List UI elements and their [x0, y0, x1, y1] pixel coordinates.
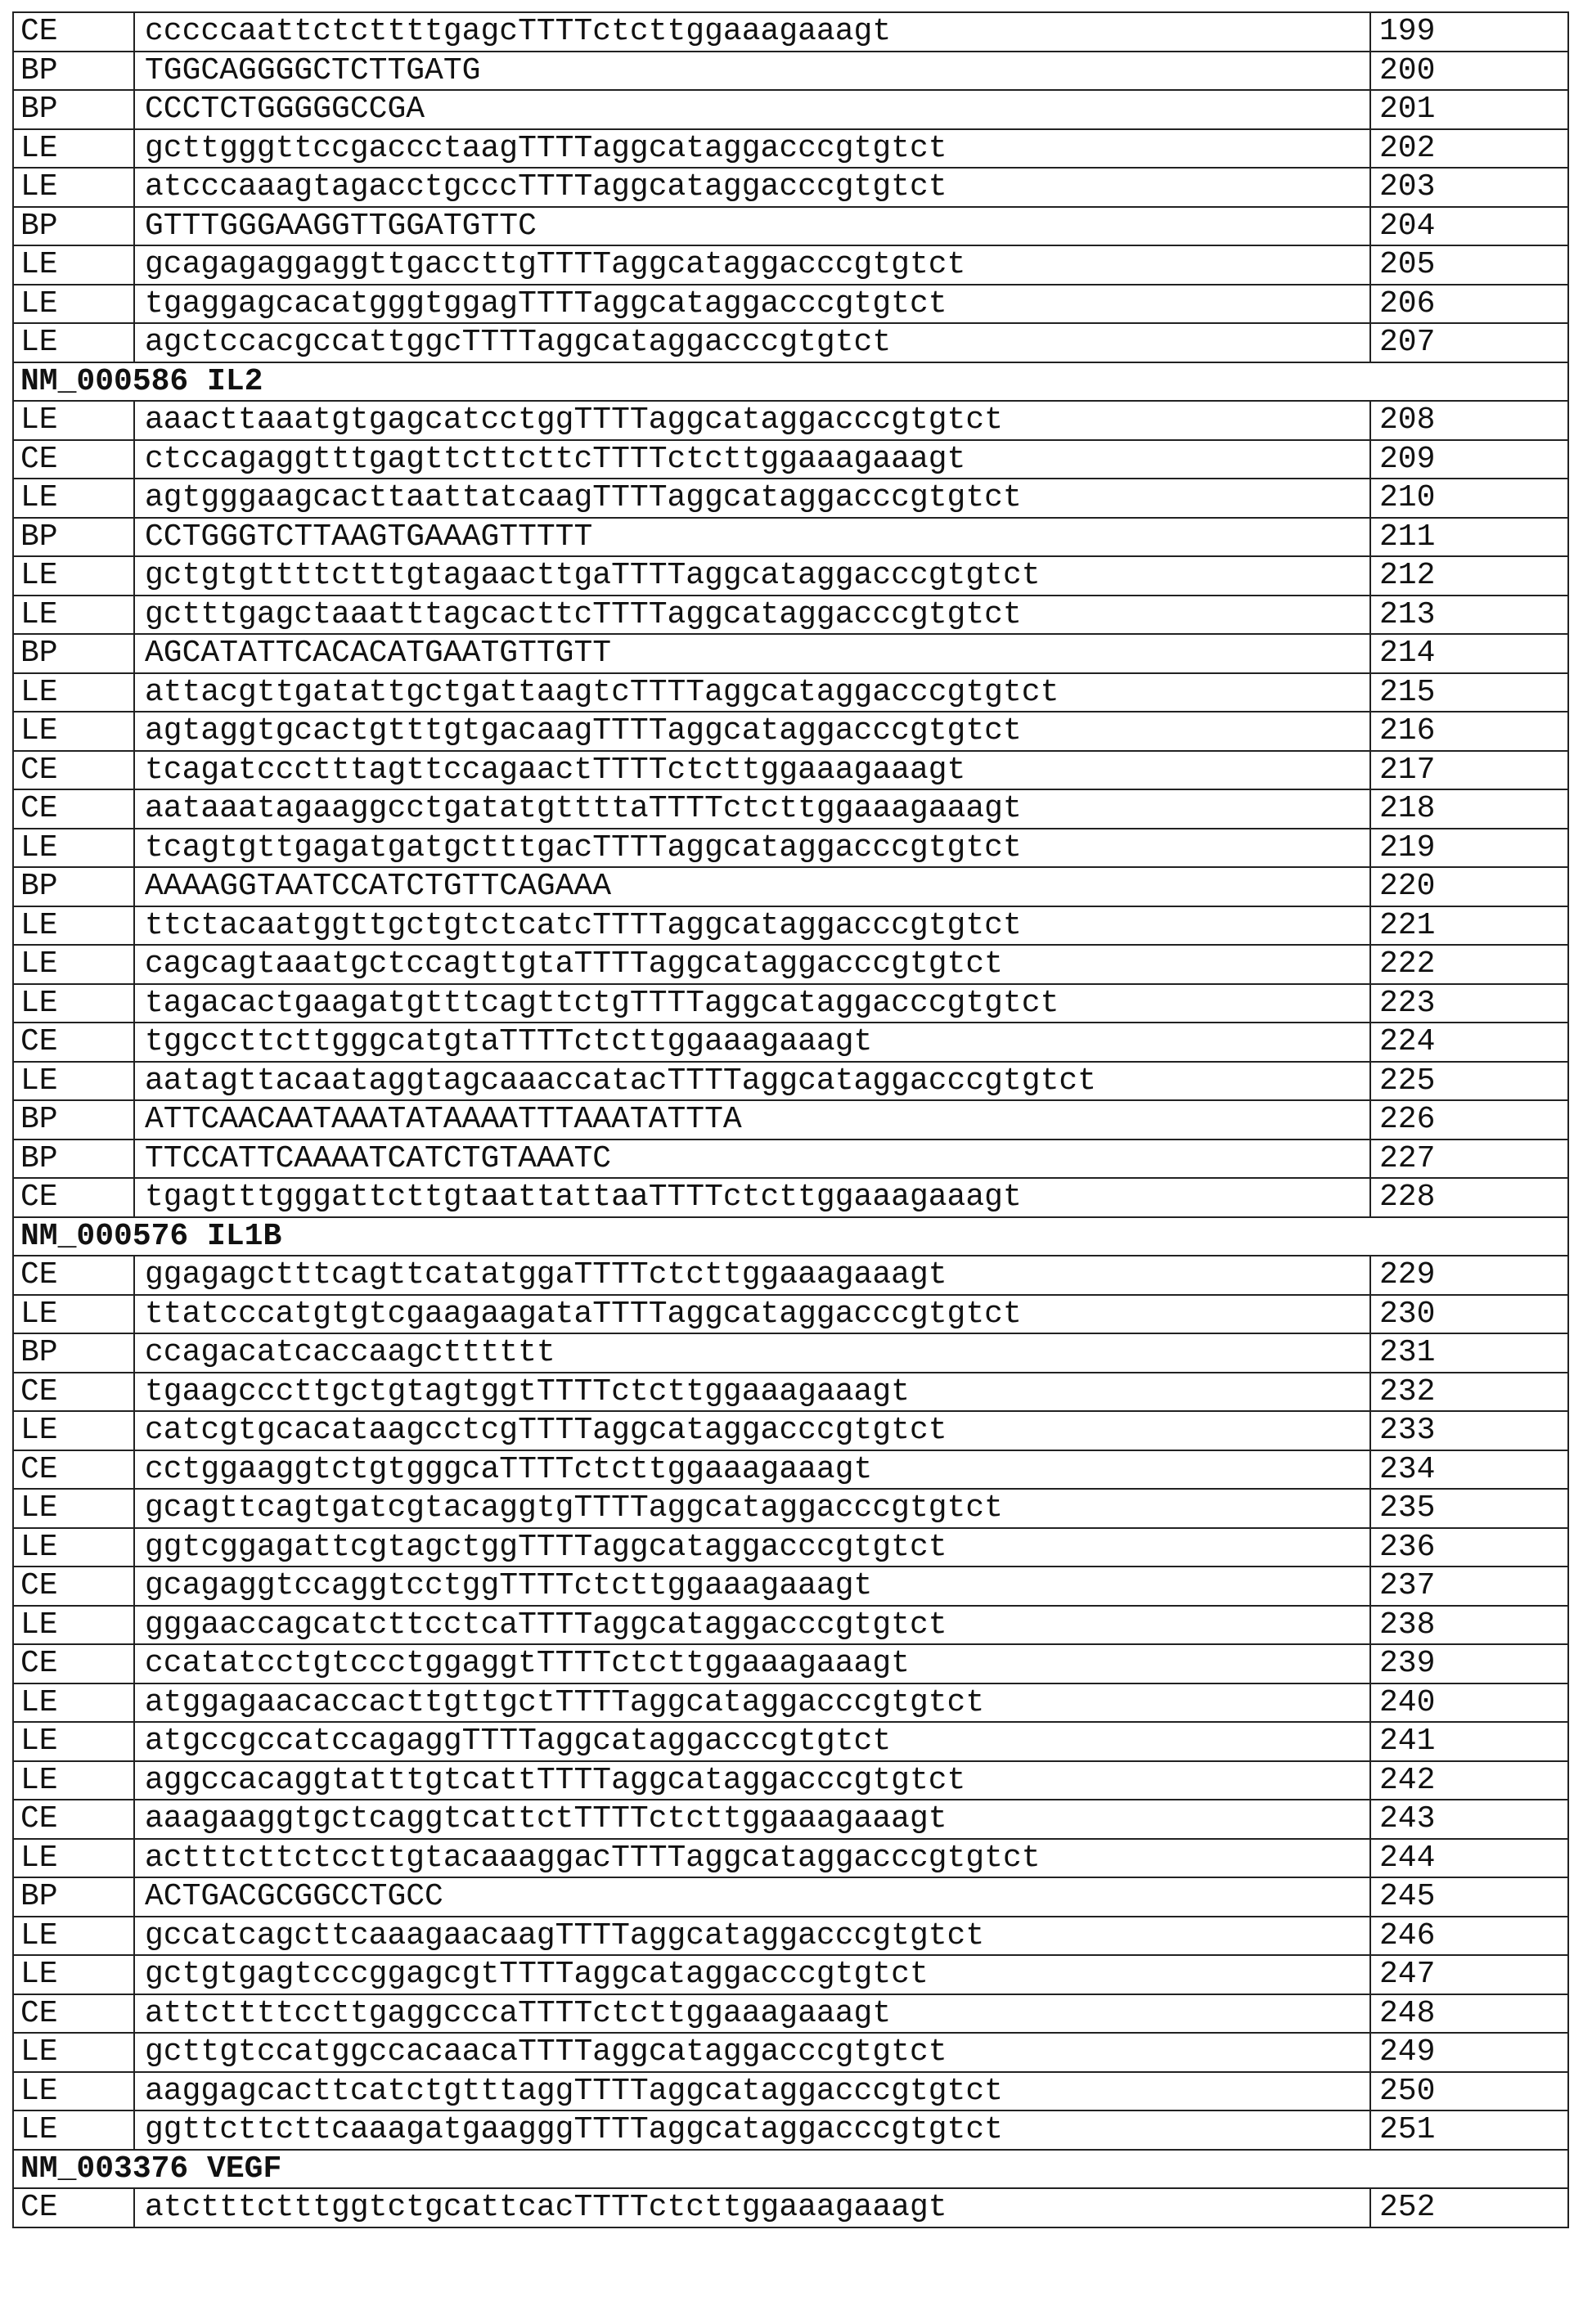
probe-type-cell: CE — [13, 751, 134, 790]
sequence-cell: gccatcagcttcaaagaacaagTTTTaggcataggacccgtgtct — [134, 1917, 1370, 1956]
sequence-cell: catcgtgcacataagcctcgTTTTaggcataggacccgtgtct — [134, 1411, 1370, 1450]
probe-type-cell: CE — [13, 1178, 134, 1217]
sequence-cell: TTCCATTCAAAATCATCTGTAAATC — [134, 1140, 1370, 1179]
gene-section-header — [13, 1217, 1568, 1256]
table-row — [13, 867, 1568, 906]
sequence-cell: gcagttcagtgatcgtacaggtgTTTTaggcataggacccgtgtct — [134, 1489, 1370, 1528]
sequence-cell: aaacttaaatgtgagcatcctggTTTTaggcataggacccgtgtct — [134, 401, 1370, 440]
table-row — [13, 634, 1568, 673]
probe-type-cell: LE — [13, 712, 134, 751]
probe-type-cell: CE — [13, 789, 134, 829]
probe-type-cell: LE — [13, 1917, 134, 1956]
sequence-cell: CCCTCTGGGGGCCGA — [134, 90, 1370, 129]
sequence-cell: ggagagctttcagttcatatggaTTTTctcttggaaagaaagt — [134, 1256, 1370, 1295]
probe-type-cell: LE — [13, 2033, 134, 2072]
table-row — [13, 1450, 1568, 1490]
seq-id-cell: 219 — [1370, 829, 1568, 868]
probe-type-cell: LE — [13, 1411, 134, 1450]
probe-type-cell: BP — [13, 1333, 134, 1373]
sequence-cell: ttctacaatggttgctgtctcatcTTTTaggcataggacccgtgtct — [134, 906, 1370, 946]
probe-type-cell: LE — [13, 323, 134, 362]
table-row — [13, 1644, 1568, 1683]
table-row — [13, 1761, 1568, 1800]
probe-type-cell: LE — [13, 1489, 134, 1528]
table-row — [13, 1062, 1568, 1101]
seq-id-cell: 230 — [1370, 1295, 1568, 1334]
seq-id-cell: 244 — [1370, 1839, 1568, 1878]
probe-type-cell: BP — [13, 207, 134, 246]
seq-id-cell: 246 — [1370, 1917, 1568, 1956]
probe-type-cell: BP — [13, 518, 134, 557]
probe-type-cell: LE — [13, 129, 134, 169]
sequence-cell: tcagtgttgagatgatgctttgacTTTTaggcataggacccgtgtct — [134, 829, 1370, 868]
probe-sequence-table — [12, 11, 1569, 2228]
sequence-cell: agtgggaagcacttaattatcaagTTTTaggcataggacccgtgtct — [134, 479, 1370, 518]
seq-id-cell: 210 — [1370, 479, 1568, 518]
seq-id-cell: 207 — [1370, 323, 1568, 362]
table-row — [13, 984, 1568, 1023]
sequence-cell: tagacactgaagatgtttcagttctgTTTTaggcataggacccgtgtct — [134, 984, 1370, 1023]
seq-id-cell: 250 — [1370, 2072, 1568, 2111]
table-row — [13, 1373, 1568, 1412]
probe-type-cell: CE — [13, 1023, 134, 1062]
seq-id-cell: 215 — [1370, 673, 1568, 712]
sequence-cell: TGGCAGGGGCTCTTGATG — [134, 52, 1370, 91]
seq-id-cell: 205 — [1370, 245, 1568, 285]
table-row — [13, 518, 1568, 557]
seq-id-cell: 199 — [1370, 12, 1568, 52]
probe-type-cell: CE — [13, 1567, 134, 1606]
sequence-cell: tgaggagcacatgggtggagTTTTaggcataggacccgtgtct — [134, 285, 1370, 324]
seq-id-cell: 212 — [1370, 556, 1568, 596]
sequence-cell: agctccacgccattggcTTTTaggcataggacccgtgtct — [134, 323, 1370, 362]
table-row — [13, 673, 1568, 712]
gene-section-header — [13, 362, 1568, 402]
table-row — [13, 479, 1568, 518]
probe-type-cell: LE — [13, 1683, 134, 1723]
seq-id-cell: 202 — [1370, 129, 1568, 169]
seq-id-cell: 252 — [1370, 2188, 1568, 2227]
table-row — [13, 129, 1568, 169]
probe-type-cell: LE — [13, 673, 134, 712]
seq-id-cell: 245 — [1370, 1877, 1568, 1917]
table-row — [13, 245, 1568, 285]
seq-id-cell: 232 — [1370, 1373, 1568, 1412]
seq-id-cell: 248 — [1370, 1994, 1568, 2034]
table-row — [13, 2188, 1568, 2227]
probe-type-cell: CE — [13, 1373, 134, 1412]
probe-type-cell: LE — [13, 1295, 134, 1334]
probe-type-cell: BP — [13, 1877, 134, 1917]
table-row — [13, 401, 1568, 440]
seq-id-cell: 247 — [1370, 1955, 1568, 1994]
table-row — [13, 829, 1568, 868]
table-row — [13, 12, 1568, 52]
sequence-cell: atgccgccatccagaggTTTTaggcataggacccgtgtct — [134, 1722, 1370, 1761]
probe-type-cell: CE — [13, 1994, 134, 2034]
table-row — [13, 1839, 1568, 1878]
probe-type-cell: LE — [13, 1606, 134, 1645]
sequence-cell: AGCATATTCACACATGAATGTTGTT — [134, 634, 1370, 673]
probe-type-cell: CE — [13, 1800, 134, 1839]
sequence-cell: gcagagaggaggttgaccttgTTTTaggcataggacccgtgtct — [134, 245, 1370, 285]
probe-type-cell: LE — [13, 245, 134, 285]
seq-id-cell: 220 — [1370, 867, 1568, 906]
seq-id-cell: 229 — [1370, 1256, 1568, 1295]
probe-type-cell: LE — [13, 1761, 134, 1800]
seq-id-cell: 222 — [1370, 945, 1568, 984]
sequence-cell: atctttctttggtctgcattcacTTTTctcttggaaagaaagt — [134, 2188, 1370, 2227]
table-row — [13, 323, 1568, 362]
probe-type-cell: LE — [13, 945, 134, 984]
probe-type-cell: LE — [13, 2110, 134, 2150]
seq-id-cell: 226 — [1370, 1100, 1568, 1140]
sequence-cell: atggagaacaccacttgttgctTTTTaggcataggacccgtgtct — [134, 1683, 1370, 1723]
probe-type-cell: LE — [13, 1839, 134, 1878]
table-row — [13, 285, 1568, 324]
sequence-cell: tggccttcttgggcatgtaTTTTctcttggaaagaaagt — [134, 1023, 1370, 1062]
seq-id-cell: 238 — [1370, 1606, 1568, 1645]
sequence-cell: GTTTGGGAAGGTTGGATGTTC — [134, 207, 1370, 246]
gene-accession-label: NM_003376 VEGF — [13, 2150, 1568, 2189]
probe-type-cell: CE — [13, 12, 134, 52]
seq-id-cell: 225 — [1370, 1062, 1568, 1101]
seq-id-cell: 249 — [1370, 2033, 1568, 2072]
table-row — [13, 1567, 1568, 1606]
sequence-cell: AAAAGGTAATCCATCTGTTCAGAAA — [134, 867, 1370, 906]
seq-id-cell: 233 — [1370, 1411, 1568, 1450]
seq-id-cell: 239 — [1370, 1644, 1568, 1683]
seq-id-cell: 211 — [1370, 518, 1568, 557]
seq-id-cell: 251 — [1370, 2110, 1568, 2150]
table-body — [13, 12, 1568, 2227]
probe-type-cell: BP — [13, 1140, 134, 1179]
seq-id-cell: 235 — [1370, 1489, 1568, 1528]
sequence-cell: attcttttccttgaggcccaTTTTctcttggaaagaaagt — [134, 1994, 1370, 2034]
table-row — [13, 1683, 1568, 1723]
seq-id-cell: 217 — [1370, 751, 1568, 790]
sequence-cell: attacgttgatattgctgattaagtcTTTTaggcataggacccgtgtct — [134, 673, 1370, 712]
sequence-cell: CCTGGGTCTTAAGTGAAAGTTTTT — [134, 518, 1370, 557]
sequence-cell: aaggagcacttcatctgtttaggTTTTaggcataggacccgtgtct — [134, 2072, 1370, 2111]
table-row — [13, 712, 1568, 751]
sequence-cell: aaagaaggtgctcaggtcattctTTTTctcttggaaagaaagt — [134, 1800, 1370, 1839]
seq-id-cell: 224 — [1370, 1023, 1568, 1062]
table-row — [13, 1411, 1568, 1450]
table-row — [13, 1256, 1568, 1295]
probe-type-cell: BP — [13, 52, 134, 91]
seq-id-cell: 227 — [1370, 1140, 1568, 1179]
seq-id-cell: 201 — [1370, 90, 1568, 129]
seq-id-cell: 243 — [1370, 1800, 1568, 1839]
probe-type-cell: LE — [13, 1722, 134, 1761]
seq-id-cell: 203 — [1370, 168, 1568, 207]
table-row — [13, 1994, 1568, 2034]
sequence-cell: agtaggtgcactgtttgtgacaagTTTTaggcataggacccgtgtct — [134, 712, 1370, 751]
sequence-cell: gcttgggttccgaccctaagTTTTaggcataggacccgtgtct — [134, 129, 1370, 169]
table-row — [13, 945, 1568, 984]
sequence-cell: gctgtgagtcccggagcgtTTTTaggcataggacccgtgtct — [134, 1955, 1370, 1994]
seq-id-cell: 216 — [1370, 712, 1568, 751]
sequence-cell: cccccaattctcttttgagcTTTTctcttggaaagaaagt — [134, 12, 1370, 52]
sequence-cell: gggaaccagcatcttcctcaTTTTaggcataggacccgtgtct — [134, 1606, 1370, 1645]
seq-id-cell: 214 — [1370, 634, 1568, 673]
seq-id-cell: 213 — [1370, 596, 1568, 635]
probe-type-cell: BP — [13, 867, 134, 906]
probe-type-cell: LE — [13, 479, 134, 518]
sequence-cell: aataaatagaaggcctgatatgttttaTTTTctcttggaaagaaagt — [134, 789, 1370, 829]
probe-type-cell: LE — [13, 556, 134, 596]
table-row — [13, 440, 1568, 479]
sequence-cell: gcagaggtccaggtcctggTTTTctcttggaaagaaagt — [134, 1567, 1370, 1606]
table-row — [13, 1178, 1568, 1217]
probe-type-cell: LE — [13, 906, 134, 946]
probe-type-cell: BP — [13, 90, 134, 129]
gene-accession-label: NM_000586 IL2 — [13, 362, 1568, 402]
table-row — [13, 2072, 1568, 2111]
sequence-cell: tcagatccctttagttccagaactTTTTctcttggaaagaaagt — [134, 751, 1370, 790]
seq-id-cell: 208 — [1370, 401, 1568, 440]
table-row — [13, 1528, 1568, 1567]
seq-id-cell: 206 — [1370, 285, 1568, 324]
sequence-cell: ggtcggagattcgtagctggTTTTaggcataggacccgtgtct — [134, 1528, 1370, 1567]
sequence-cell: ggttcttcttcaaagatgaagggTTTTaggcataggacccgtgtct — [134, 2110, 1370, 2150]
gene-section-header — [13, 2150, 1568, 2189]
seq-id-cell: 200 — [1370, 52, 1568, 91]
sequence-cell: aggccacaggtatttgtcattTTTTaggcataggacccgtgtct — [134, 1761, 1370, 1800]
seq-id-cell: 234 — [1370, 1450, 1568, 1490]
sequence-cell: gctgtgttttctttgtagaacttgaTTTTaggcataggacccgtgtct — [134, 556, 1370, 596]
probe-type-cell: CE — [13, 1644, 134, 1683]
gene-accession-label: NM_000576 IL1B — [13, 1217, 1568, 1256]
seq-id-cell: 241 — [1370, 1722, 1568, 1761]
probe-type-cell: LE — [13, 285, 134, 324]
sequence-cell: gcttgtccatggccacaacaTTTTaggcataggacccgtgtct — [134, 2033, 1370, 2072]
probe-type-cell: LE — [13, 168, 134, 207]
table-row — [13, 2110, 1568, 2150]
table-row — [13, 1295, 1568, 1334]
seq-id-cell: 228 — [1370, 1178, 1568, 1217]
sequence-cell: ccagacatcaccaagctttttt — [134, 1333, 1370, 1373]
table-row — [13, 1877, 1568, 1917]
table-row — [13, 52, 1568, 91]
table-row — [13, 596, 1568, 635]
seq-id-cell: 209 — [1370, 440, 1568, 479]
table-row — [13, 906, 1568, 946]
sequence-cell: ttatcccatgtgtcgaagaagataTTTTaggcataggacccgtgtct — [134, 1295, 1370, 1334]
table-row — [13, 1722, 1568, 1761]
table-row — [13, 1100, 1568, 1140]
seq-id-cell: 223 — [1370, 984, 1568, 1023]
table-row — [13, 168, 1568, 207]
probe-type-cell: LE — [13, 2072, 134, 2111]
table-row — [13, 1800, 1568, 1839]
probe-type-cell: BP — [13, 634, 134, 673]
probe-type-cell: BP — [13, 1100, 134, 1140]
table-row — [13, 556, 1568, 596]
seq-id-cell: 237 — [1370, 1567, 1568, 1606]
table-row — [13, 207, 1568, 246]
sequence-cell: tgaagcccttgctgtagtggtTTTTctcttggaaagaaagt — [134, 1373, 1370, 1412]
probe-type-cell: LE — [13, 1955, 134, 1994]
sequence-cell: cctggaaggtctgtgggcaTTTTctcttggaaagaaagt — [134, 1450, 1370, 1490]
probe-type-cell: LE — [13, 829, 134, 868]
probe-type-cell: CE — [13, 2188, 134, 2227]
probe-type-cell: LE — [13, 1062, 134, 1101]
table-row — [13, 751, 1568, 790]
table-row — [13, 1606, 1568, 1645]
sequence-cell: tgagtttgggattcttgtaattattaaTTTTctcttggaaagaaagt — [134, 1178, 1370, 1217]
probe-type-cell: LE — [13, 984, 134, 1023]
table-row — [13, 1955, 1568, 1994]
sequence-cell: ctccagaggtttgagttcttcttcTTTTctcttggaaagaaagt — [134, 440, 1370, 479]
sequence-cell: cagcagtaaatgctccagttgtaTTTTaggcataggacccgtgtct — [134, 945, 1370, 984]
sequence-cell: gctttgagctaaatttagcacttcTTTTaggcataggacccgtgtct — [134, 596, 1370, 635]
sequence-cell: ATTCAACAATAAATATAAAATTTAAATATTTA — [134, 1100, 1370, 1140]
table-row — [13, 90, 1568, 129]
seq-id-cell: 242 — [1370, 1761, 1568, 1800]
table-row — [13, 1489, 1568, 1528]
probe-type-cell: CE — [13, 1450, 134, 1490]
sequence-cell: ccatatcctgtccctggaggtTTTTctcttggaaagaaagt — [134, 1644, 1370, 1683]
sequence-cell: aatagttacaataggtagcaaaccatacTTTTaggcataggacccgtgtct — [134, 1062, 1370, 1101]
table-row — [13, 2033, 1568, 2072]
probe-type-cell: LE — [13, 1528, 134, 1567]
seq-id-cell: 221 — [1370, 906, 1568, 946]
sequence-cell: actttcttctccttgtacaaaggacTTTTaggcataggacccgtgtct — [134, 1839, 1370, 1878]
table-row — [13, 789, 1568, 829]
seq-id-cell: 236 — [1370, 1528, 1568, 1567]
seq-id-cell: 204 — [1370, 207, 1568, 246]
sequence-cell: atcccaaagtagacctgcccTTTTaggcataggacccgtgtct — [134, 168, 1370, 207]
sequence-cell: ACTGACGCGGCCTGCC — [134, 1877, 1370, 1917]
table-row — [13, 1917, 1568, 1956]
seq-id-cell: 231 — [1370, 1333, 1568, 1373]
table-row — [13, 1140, 1568, 1179]
table-row — [13, 1023, 1568, 1062]
table-row — [13, 1333, 1568, 1373]
probe-type-cell: CE — [13, 440, 134, 479]
probe-type-cell: LE — [13, 596, 134, 635]
probe-type-cell: CE — [13, 1256, 134, 1295]
seq-id-cell: 218 — [1370, 789, 1568, 829]
seq-id-cell: 240 — [1370, 1683, 1568, 1723]
probe-type-cell: LE — [13, 401, 134, 440]
